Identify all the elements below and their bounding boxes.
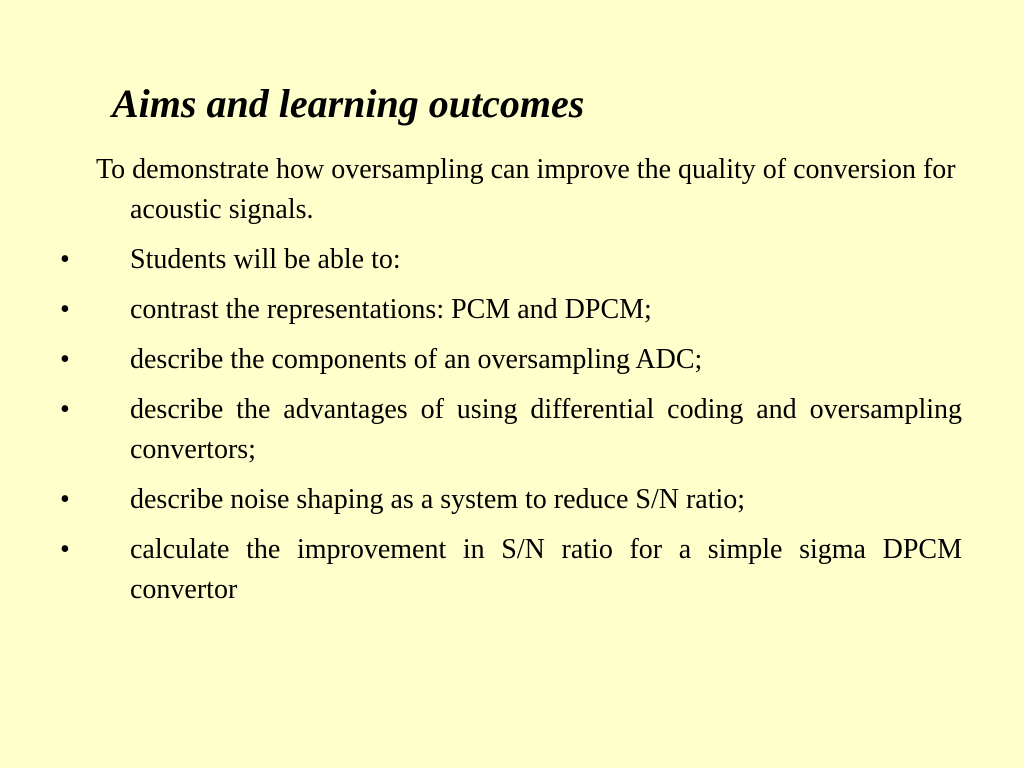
list-item bbox=[60, 530, 962, 610]
intro-paragraph: To demonstrate how oversampling can improve the quality of conversion for acoustic signals. bbox=[96, 154, 956, 225]
slide-body bbox=[60, 150, 962, 620]
outcomes-list bbox=[60, 240, 962, 610]
list-item-text: describe noise shaping as a system to reduce S/N ratio; bbox=[130, 484, 746, 515]
bullet-icon: • bbox=[60, 244, 70, 275]
list-item-text: describe the advantages of using differential coding and oversampling convertors; bbox=[130, 394, 962, 465]
slide-title: Aims and learning outcomes bbox=[112, 81, 585, 126]
list-item-text: describe the components of an oversampling ADC; bbox=[130, 344, 703, 375]
bullet-icon: • bbox=[60, 534, 70, 565]
bullet-icon: • bbox=[60, 344, 70, 375]
list-item-text: Students will be able to: bbox=[130, 244, 401, 275]
list-item bbox=[60, 390, 962, 470]
list-item bbox=[60, 240, 962, 280]
list-item-text: calculate the improvement in S/N ratio for a simple sigma DPCM convertor bbox=[130, 534, 962, 605]
list-item bbox=[60, 340, 962, 380]
list-item bbox=[60, 480, 962, 520]
bullet-icon: • bbox=[60, 484, 70, 515]
bullet-icon: • bbox=[60, 394, 70, 425]
list-item-text: contrast the representations: PCM and DPCM; bbox=[130, 294, 652, 325]
list-item bbox=[60, 290, 962, 330]
bullet-icon: • bbox=[60, 294, 70, 325]
